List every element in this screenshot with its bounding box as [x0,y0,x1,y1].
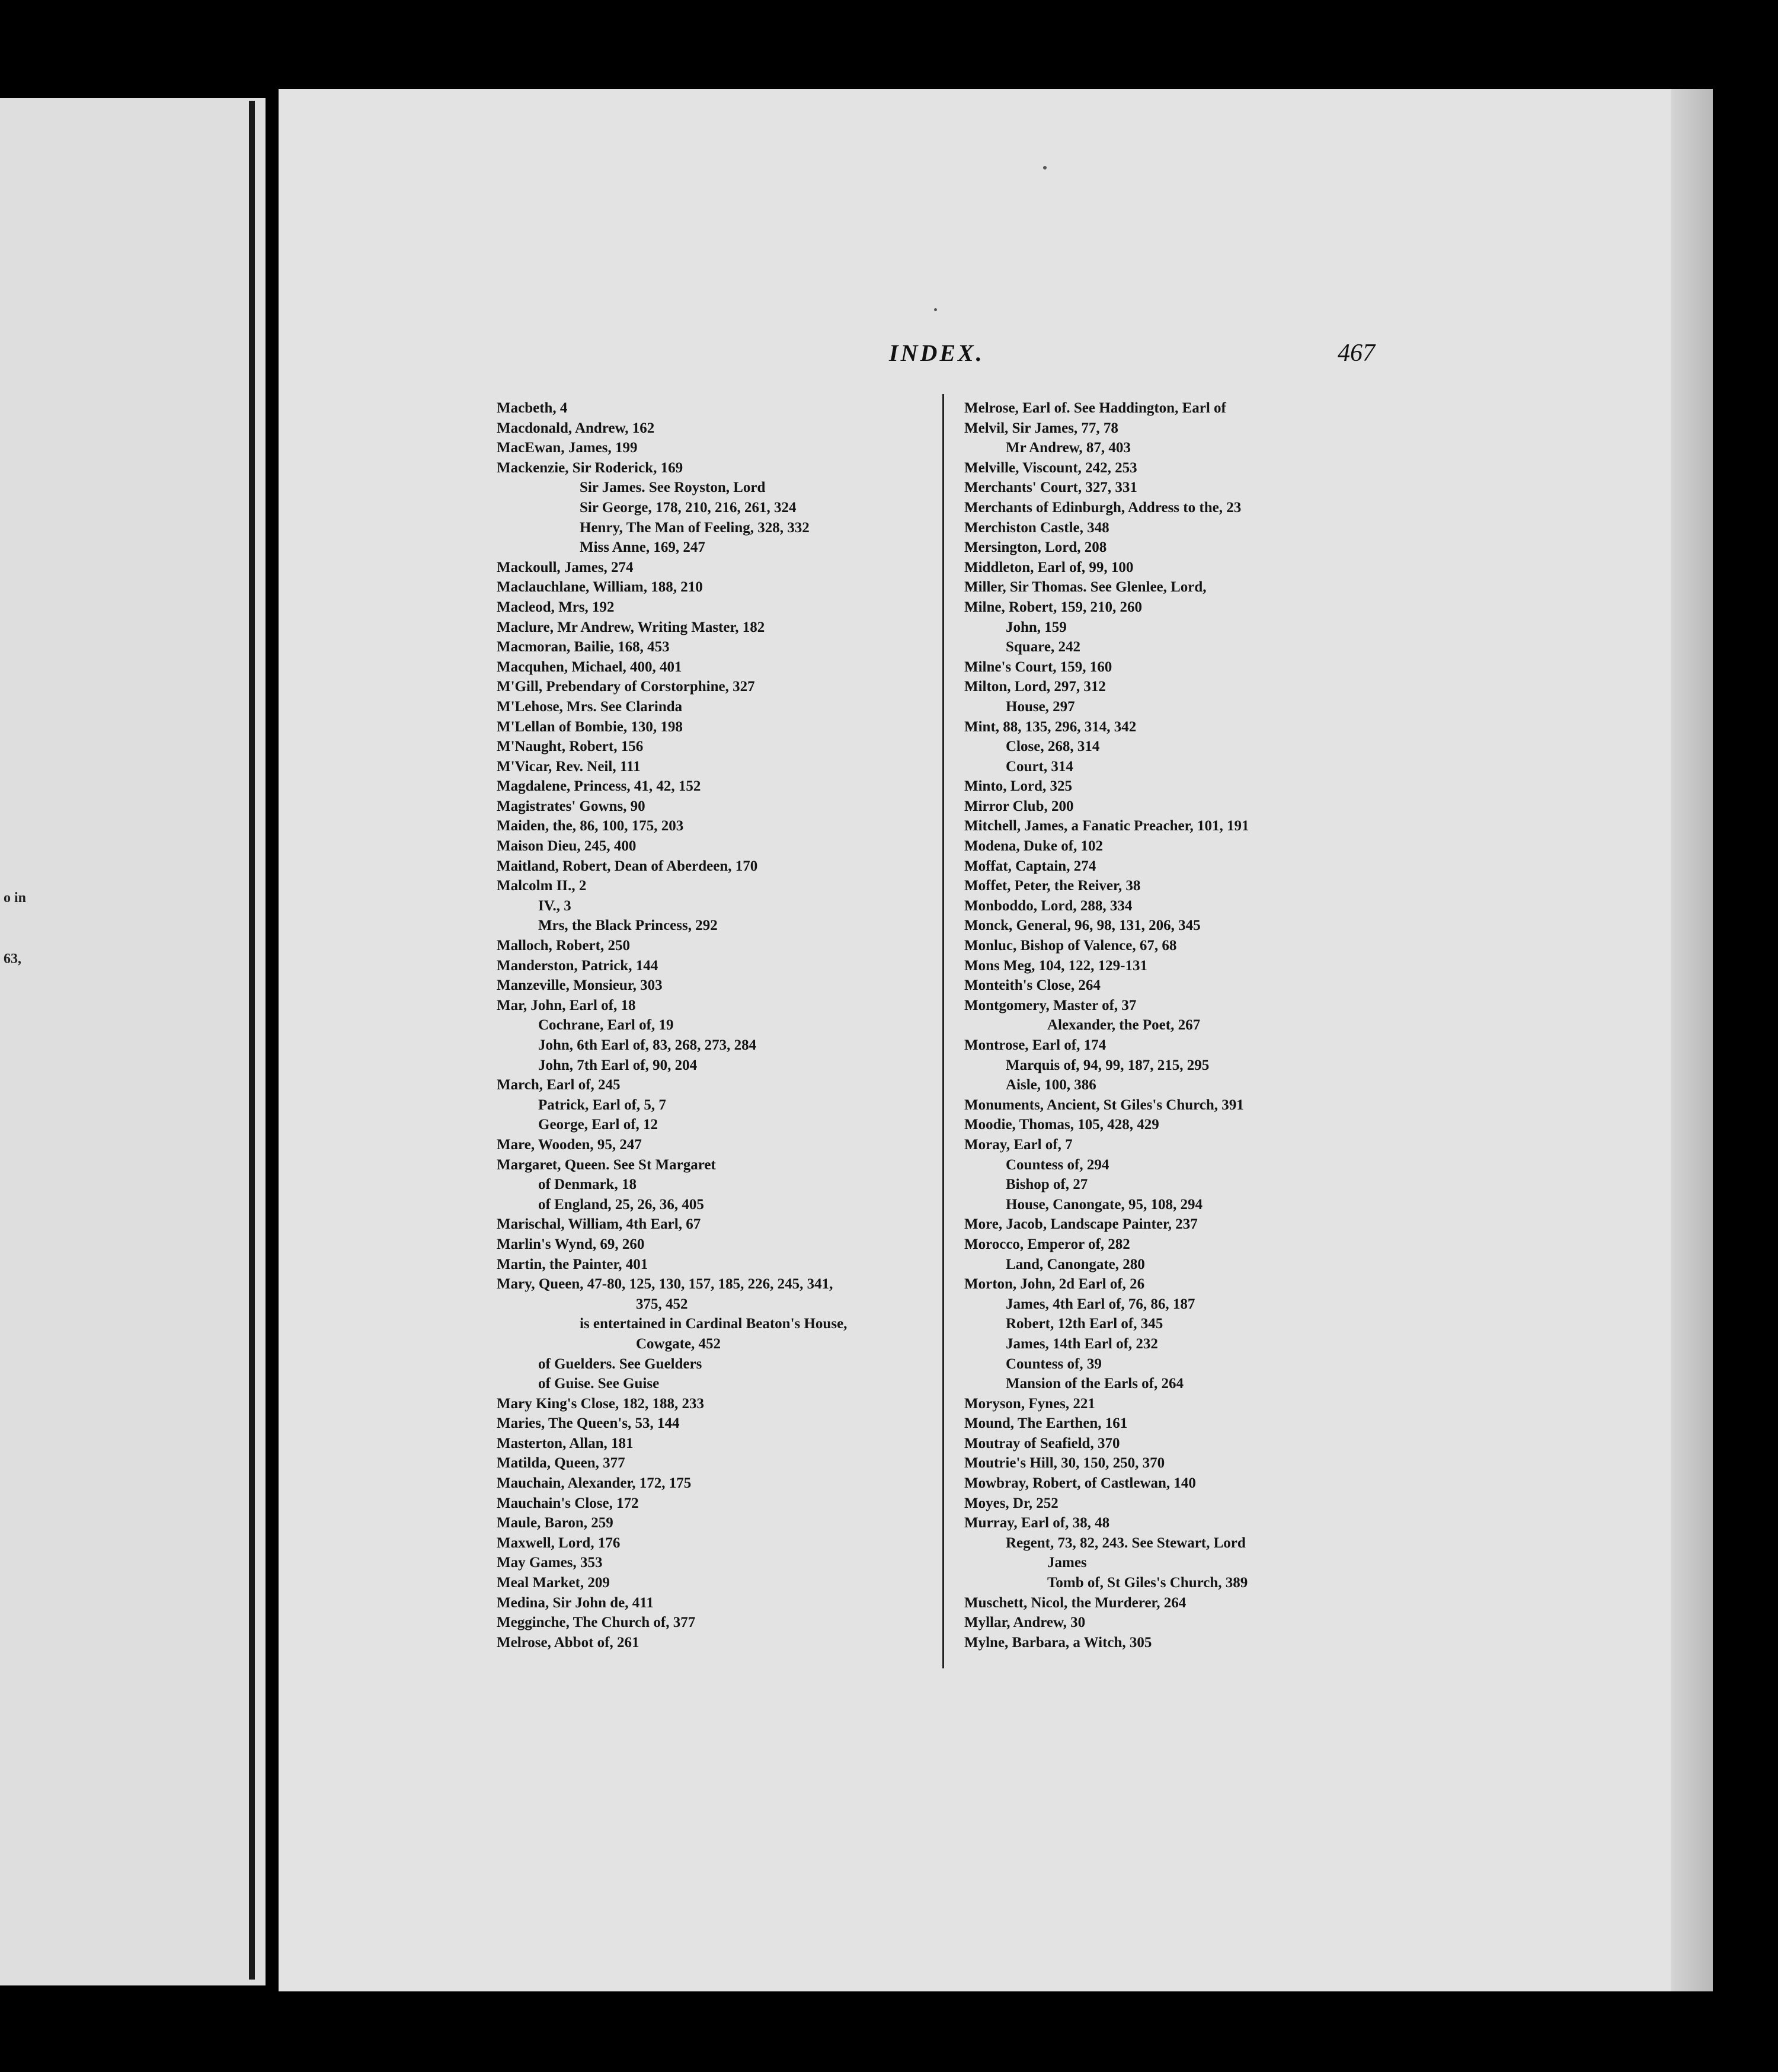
index-entry: Henry, The Man of Feeling, 328, 332 [580,519,810,536]
index-entry: Milne's Court, 159, 160 [964,658,1112,675]
index-entry: Sir James. See Royston, Lord [580,479,766,496]
index-entry: Mauchain's Close, 172 [497,1495,639,1511]
index-entry: John, 7th Earl of, 90, 204 [538,1057,698,1073]
index-entry: is entertained in Cardinal Beaton's House, [580,1316,848,1332]
index-entry: Sir George, 178, 210, 216, 261, 324 [580,499,797,516]
index-entry: Margaret, Queen. See St Margaret [497,1156,716,1173]
index-entry: Maries, The Queen's, 53, 144 [497,1415,680,1432]
index-entry: M'Lehose, Mrs. See Clarinda [497,698,683,715]
index-entry: Mary King's Close, 182, 188, 233 [497,1395,704,1412]
index-entry: Myllar, Andrew, 30 [964,1614,1086,1631]
index-entry: James [1047,1555,1087,1571]
index-entry: Maxwell, Lord, 176 [497,1534,621,1551]
index-entry: Megginche, The Church of, 377 [497,1614,696,1631]
index-entry: Middleton, Earl of, 99, 100 [964,559,1134,575]
page-heading: INDEX. [889,340,984,366]
index-entry: Minto, Lord, 325 [964,778,1072,795]
index-entry: Monck, General, 96, 98, 131, 206, 345 [964,917,1201,934]
index-entry: Magdalene, Princess, 41, 42, 152 [497,778,701,795]
index-entry: Regent, 73, 82, 243. See Stewart, Lord [1006,1534,1246,1551]
index-entry: of England, 25, 26, 36, 405 [538,1196,704,1213]
index-entry: Meal Market, 209 [497,1575,610,1591]
index-entry: M'Gill, Prebendary of Corstorphine, 327 [497,679,755,695]
index-entry: Mowbray, Robert, of Castlewan, 140 [964,1475,1196,1492]
index-entry: Marquis of, 94, 99, 187, 215, 295 [1006,1057,1210,1073]
index-entry: Miss Anne, 169, 247 [580,539,705,556]
index-entry: Mersington, Lord, 208 [964,539,1107,556]
index-entry: Montrose, Earl of, 174 [964,1037,1107,1053]
index-entry: Square, 242 [1006,639,1080,656]
index-entry: Countess of, 294 [1006,1156,1109,1173]
index-column-right [964,398,1415,1652]
index-entry: Malloch, Robert, 250 [497,938,630,954]
index-entry: Morocco, Emperor of, 282 [964,1236,1130,1252]
index-entry: Merchants of Edinburgh, Address to the, 23 [964,499,1242,516]
index-entry: Monuments, Ancient, St Giles's Church, 391 [964,1096,1244,1113]
index-entry: Land, Canongate, 280 [1006,1256,1145,1272]
paper-speck [934,308,937,311]
index-entry: Melvil, Sir James, 77, 78 [964,420,1118,436]
index-entry: Manderston, Patrick, 144 [497,957,658,974]
index-entry: Mauchain, Alexander, 172, 175 [497,1475,692,1492]
book-gutter [249,101,255,1980]
index-entry: Countess of, 39 [1006,1355,1102,1372]
index-entry: Macdonald, Andrew, 162 [497,420,655,436]
index-entry: Moutray of Seafield, 370 [964,1435,1120,1451]
index-entry: Mare, Wooden, 95, 247 [497,1136,642,1153]
index-entry: Magistrates' Gowns, 90 [497,798,645,814]
index-column-left [497,398,935,1652]
index-entry: Close, 268, 314 [1006,738,1100,755]
index-entry: Martin, the Painter, 401 [497,1256,648,1272]
index-entry: Monteith's Close, 264 [964,977,1101,994]
index-entry: M'Lellan of Bombie, 130, 198 [497,718,683,735]
index-entry: Melrose, Earl of. See Haddington, Earl of [964,400,1226,416]
index-entry: Modena, Duke of, 102 [964,838,1104,855]
index-entry: Manzeville, Monsieur, 303 [497,977,663,994]
index-entry: Moodie, Thomas, 105, 428, 429 [964,1117,1159,1133]
index-entry: Mound, The Earthen, 161 [964,1415,1128,1432]
index-entry: Matilda, Queen, 377 [497,1455,625,1472]
index-entry: March, Earl of, 245 [497,1077,621,1093]
index-entry: Mar, John, Earl of, 18 [497,997,636,1013]
index-entry: Macmoran, Bailie, 168, 453 [497,639,670,656]
index-entry: Moray, Earl of, 7 [964,1136,1073,1153]
index-entry: Maclauchlane, William, 188, 210 [497,579,703,596]
index-entry: Tomb of, St Giles's Church, 389 [1047,1575,1248,1591]
index-entry: Bishop of, 27 [1006,1176,1088,1193]
index-entry: John, 6th Earl of, 83, 268, 273, 284 [538,1037,757,1053]
index-entry: M'Vicar, Rev. Neil, 111 [497,758,641,775]
index-entry: Milton, Lord, 297, 312 [964,679,1106,695]
index-entry: Medina, Sir John de, 411 [497,1594,654,1611]
index-entry: John, 159 [1006,619,1067,635]
index-entry: Mr Andrew, 87, 403 [1006,440,1131,456]
index-entry: Moffat, Captain, 274 [964,858,1096,874]
index-entry: Cochrane, Earl of, 19 [538,1017,674,1034]
index-entry: Robert, 12th Earl of, 345 [1006,1316,1163,1332]
index-entry: Moryson, Fynes, 221 [964,1395,1095,1412]
index-entry: Mitchell, James, a Fanatic Preacher, 101, 191 [964,818,1249,834]
index-entry: Macquhen, Michael, 400, 401 [497,658,682,675]
index-entry: Montgomery, Master of, 37 [964,997,1137,1013]
index-entry: Marischal, William, 4th Earl, 67 [497,1216,701,1233]
index-entry: Murray, Earl of, 38, 48 [964,1515,1110,1531]
index-entry: of Denmark, 18 [538,1176,637,1193]
index-entry: Merchiston Castle, 348 [964,519,1109,536]
index-entry: Maclure, Mr Andrew, Writing Master, 182 [497,619,765,635]
index-entry: Mackoull, James, 274 [497,559,634,575]
index-entry: Merchants' Court, 327, 331 [964,479,1137,496]
index-entry: More, Jacob, Landscape Painter, 237 [964,1216,1198,1233]
index-entry: Mrs, the Black Princess, 292 [538,917,718,934]
column-divider [942,394,944,1668]
index-entry: Melville, Viscount, 242, 253 [964,459,1137,476]
index-entry: 375, 452 [636,1296,688,1312]
index-entry: M'Naught, Robert, 156 [497,738,644,755]
index-entry: Mirror Club, 200 [964,798,1074,814]
index-entry: Monboddo, Lord, 288, 334 [964,897,1133,914]
index-entry: Moutrie's Hill, 30, 150, 250, 370 [964,1455,1165,1472]
index-entry: Cowgate, 452 [636,1335,721,1352]
index-entry: IV., 3 [538,897,571,914]
left-page-edge [0,98,266,1985]
index-entry: James, 14th Earl of, 232 [1006,1335,1158,1352]
index-entry: Monluc, Bishop of Valence, 67, 68 [964,938,1177,954]
index-entry: James, 4th Earl of, 76, 86, 187 [1006,1296,1195,1312]
paper-speck [1043,166,1047,170]
index-entry: Marlin's Wynd, 69, 260 [497,1236,645,1252]
index-entry: Malcolm II., 2 [497,878,587,894]
page-edge-shadow [1671,89,1713,1991]
index-entry: May Games, 353 [497,1555,603,1571]
index-entry: Maiden, the, 86, 100, 175, 203 [497,818,684,834]
index-entry: Muschett, Nicol, the Murderer, 264 [964,1594,1187,1611]
index-entry: Moffet, Peter, the Reiver, 38 [964,878,1141,894]
index-entry: Maison Dieu, 245, 400 [497,838,637,855]
index-entry: Mons Meg, 104, 122, 129-131 [964,957,1147,974]
index-entry: Maule, Baron, 259 [497,1515,613,1531]
index-entry: of Guise. See Guise [538,1376,660,1392]
index-entry: Patrick, Earl of, 5, 7 [538,1096,666,1113]
index-entry: Mary, Queen, 47-80, 125, 130, 157, 185, 226, 245, 341, [497,1276,833,1293]
index-entry: Maitland, Robert, Dean of Aberdeen, 170 [497,858,758,874]
index-entry: Morton, John, 2d Earl of, 26 [964,1276,1145,1293]
index-entry: House, Canongate, 95, 108, 294 [1006,1196,1203,1213]
index-entry: Court, 314 [1006,758,1073,775]
index-entry: MacEwan, James, 199 [497,440,638,456]
index-entry: Macleod, Mrs, 192 [497,599,615,615]
index-entry: House, 297 [1006,698,1075,715]
index-entry: George, Earl of, 12 [538,1117,658,1133]
left-page-fragment: o in [4,890,27,906]
index-entry: Mylne, Barbara, a Witch, 305 [964,1634,1152,1651]
index-entry: Miller, Sir Thomas. See Glenlee, Lord, [964,579,1207,596]
index-entry: Mint, 88, 135, 296, 314, 342 [964,718,1137,735]
page-number: 467 [1338,340,1375,367]
index-entry: Masterton, Allan, 181 [497,1435,634,1451]
index-entry: Mansion of the Earls of, 264 [1006,1376,1184,1392]
index-entry: Alexander, the Poet, 267 [1047,1017,1201,1034]
index-entry: Milne, Robert, 159, 210, 260 [964,599,1142,615]
index-entry: Melrose, Abbot of, 261 [497,1634,639,1651]
left-page-fragment: 63, [4,951,21,967]
index-entry: Moyes, Dr, 252 [964,1495,1059,1511]
index-entry: Aisle, 100, 386 [1006,1077,1096,1093]
index-entry: Mackenzie, Sir Roderick, 169 [497,459,683,476]
index-entry: of Guelders. See Guelders [538,1355,702,1372]
index-entry: Macbeth, 4 [497,400,568,416]
